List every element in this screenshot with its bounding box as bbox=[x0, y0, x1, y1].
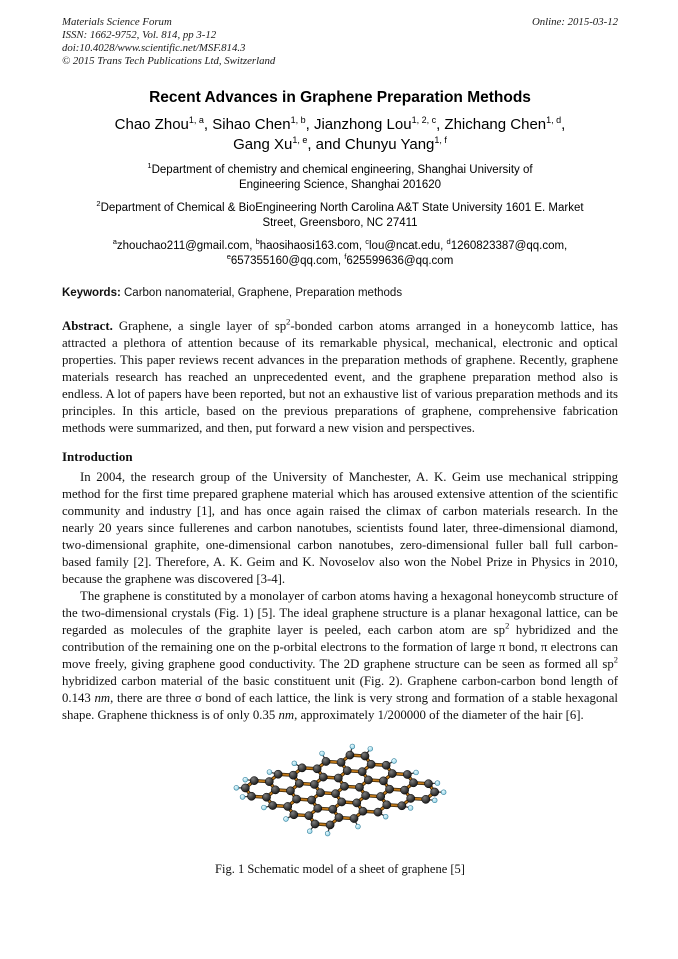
author-emails-line-1: $^a$zhouchao211@gmail.com, $^b$haosihaosi163.com, $^c$lou@ncat.edu, $^d$1260823387@qq.com, bbox=[112, 237, 568, 252]
affiliation-2-line-1: $^2$Department of Chemical & BioEngineering North Carolina A&T State University 1601 E. Market bbox=[96, 199, 584, 214]
introduction-paragraph-2: The graphene is constituted by a monolayer of carbon atoms having a hexagonal honeycomb structure of the two-dimensional crystals (Fig. 1) [5]. The ideal graphene structure is a planar hexagonal lattice, can be regarded as molecules of the graphite layer is peeled, each carbon atom are $sp^2$ hybridized and the contribution of the remaining one on the p-orbital electrons to the formation of large π bond, π electrons can move freely, giving graphene good conductivity. The 2D graphene structure can be seen as formed all $sp^2$ hybridized carbon material of the basic constituent unit (Fig. 2). Graphene carbon-carbon bond length of 0.143 nm, there are three σ bond of each lattice, the link is very strong and formation of a stable hexagonal shape. Graphene thickness is of only 0.35 nm, approximately 1/200000 of the diameter of the hair [6]. bbox=[62, 589, 618, 722]
keywords-label: Keywords: bbox=[62, 287, 121, 299]
abstract bbox=[62, 318, 618, 437]
affiliation-1-line-2: Engineering Science, Shanghai 201620 bbox=[238, 179, 442, 191]
affiliation-2 bbox=[62, 201, 618, 231]
online-date: Online: 2015-03-12 bbox=[531, 16, 618, 28]
keywords-text: Carbon nanomaterial, Graphene, Preparation methods bbox=[120, 287, 403, 299]
publication-info bbox=[62, 16, 275, 68]
journal-name: Materials Science Forum bbox=[62, 16, 172, 28]
affiliation-2-line-2: Street, Greensboro, NC 27411 bbox=[262, 217, 418, 229]
authors-line-2: Gang Xu$^{1, e}$, and Chunyu Yang$^{1, f}$ bbox=[233, 135, 447, 153]
affiliation-1 bbox=[62, 163, 618, 193]
author-emails bbox=[62, 239, 618, 269]
paper-title: Recent Advances in Graphene Preparation Methods bbox=[149, 89, 531, 106]
introduction-paragraph-1: In 2004, the research group of the University of Manchester, A. K. Geim use mechanical stripping method for the first time prepared graphene material which has aroused extensive attention of the scientific community and industry [1], and has once again raised the climax of carbon materials research. In the nearly 20 years since fullerenes and carbon nanotubes, scientists found later, three-dimensional diamond, two-dimensional graphite, one-dimensional carbon nanotubes, zero-dimensional fuller ball full carbon-based family [2]. Therefore, A. K. Geim and K. Novoselov also won the Nobel Prize in Physics in 2010, because the graphene was discovered [3-4]. bbox=[62, 470, 618, 586]
abstract-text: Graphene, a single layer of $sp^2$-bonded carbon atoms arranged in a honeycomb lattice, has attracted a plethora of attention because of its remarkable physical, mechanical, electronic and optical properties. This paper reviews recent advances in the preparation methods of graphene. Recently, graphene materials research has reached an unprecedented event, and the graphene preparation method also is endless. A lot of papers have been reported, but not an exhaustive list of various preparation methods and its principles. In this article, based on the previous preparations of graphene, comprehensive fabrication methods were summarized, and then, put forward a new vision and perspectives. bbox=[62, 316, 618, 435]
keywords-row bbox=[62, 286, 618, 301]
authors-line-1: Chao Zhou$^{1, a}$, Sihao Chen$^{1, b}$, Jianzhong Lou$^{1, 2, c}$, Zhichang Chen$^{1, d}$, bbox=[114, 115, 566, 133]
abstract-label: Abstract. bbox=[62, 319, 119, 333]
graphene-molecule-figure bbox=[220, 728, 460, 856]
affiliation-1-line-1: $^1$Department of chemistry and chemical engineering, Shanghai University of bbox=[147, 161, 533, 176]
doi-line: doi:10.4028/www.scientific.net/MSF.814.3 bbox=[62, 42, 246, 54]
author-emails-line-2: $^e$657355160@qq.com, $^f$625599636@qq.com bbox=[226, 252, 454, 267]
figure-1 bbox=[62, 728, 618, 877]
page-header bbox=[62, 16, 618, 68]
issn-line: ISSN: 1662-9752, Vol. 814, pp 3-12 bbox=[62, 29, 217, 41]
section-heading-introduction: Introduction bbox=[62, 449, 133, 464]
figure-caption: Fig. 1 Schematic model of a sheet of graphene [5] bbox=[215, 862, 465, 876]
copyright-line: © 2015 Trans Tech Publications Ltd, Switzerland bbox=[62, 55, 276, 67]
authors-block bbox=[62, 115, 618, 155]
